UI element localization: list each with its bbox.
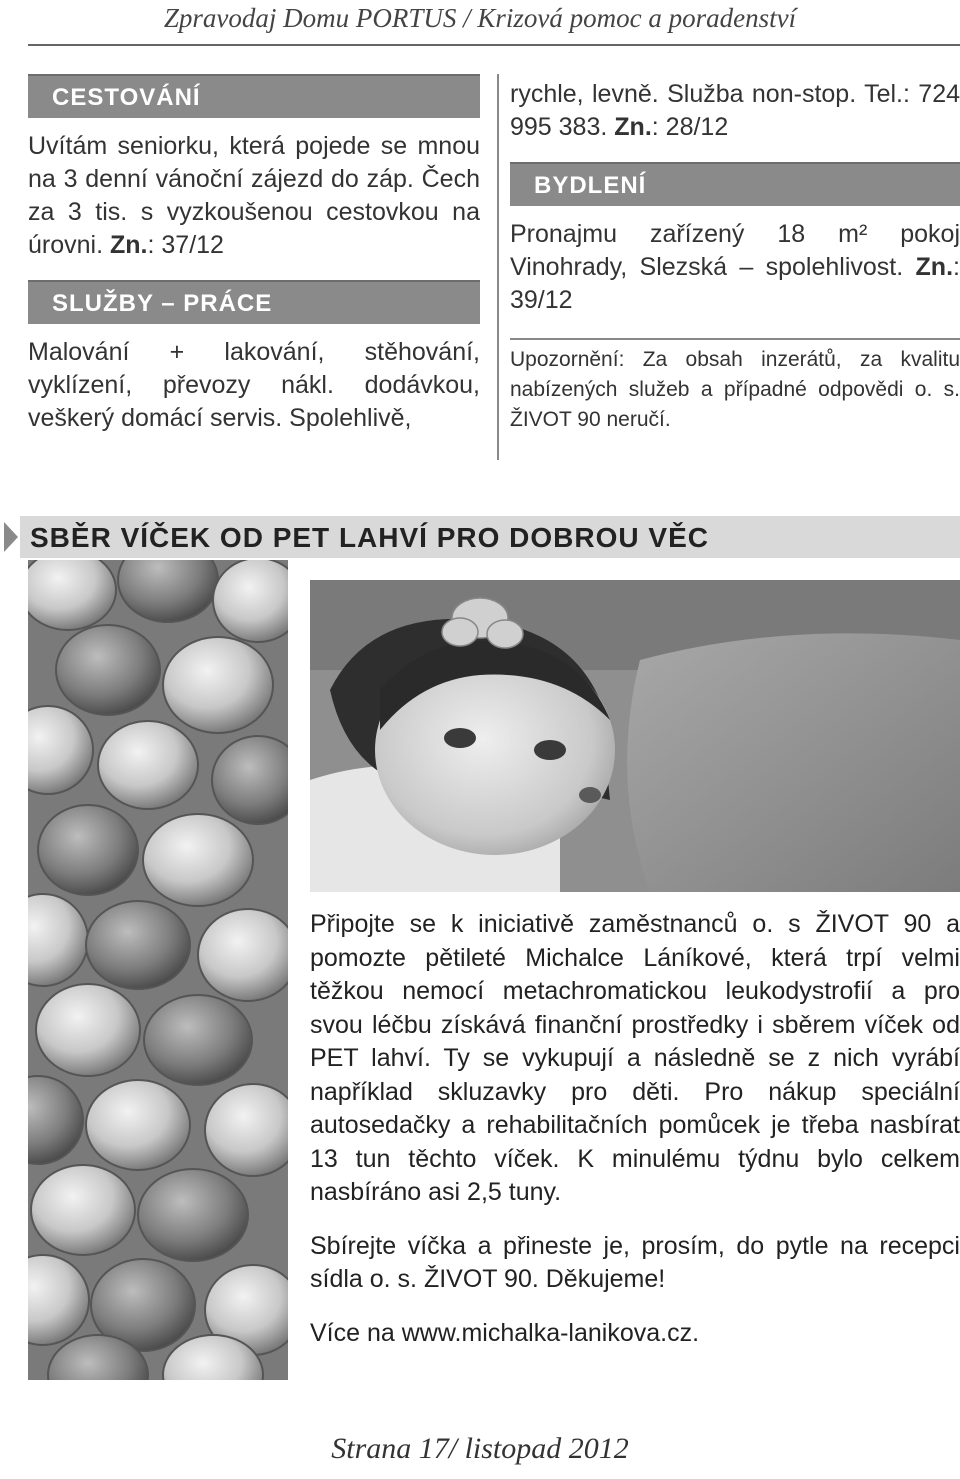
notice-divider <box>510 338 960 340</box>
article-paragraph: Připojte se k iniciativě zaměstnanců o. s ŽIVOT 90 a pomozte pětileté Michalce Láníkové, která trpí velmi těžkou nemocí metachromatickou leukodystrofií a pro svou léčbu získává finanční prostředky i sběrem víček od PET lahví. Ty se vykupují a následně se z nich vyrábí například skluzavky pro děti. Pro nákup speciální autosedačky a rehabilitačních pomůcek je třeba nasbírat 13 tun těchto víček. K minulému týdnu bylo celkem nasbíráno asi 2,5 tuny. <box>310 910 960 1206</box>
ad-code-value: : 37/12 <box>147 231 224 259</box>
newsletter-title: Zpravodaj Domu PORTUS / Krizová pomoc a poradenství <box>163 3 797 33</box>
ad-cestovani <box>28 130 480 262</box>
article-link-paragraph[interactable]: Více na www.michalka-lanikova.cz. <box>310 1318 700 1347</box>
header-divider <box>28 44 960 46</box>
bottle-caps-photo <box>28 560 288 1380</box>
ads-right-column <box>510 74 960 453</box>
article-title: SBĚR VÍČEK OD PET LAHVÍ PRO DOBROU VĚC <box>30 522 709 553</box>
ad-code-label: Zn. <box>915 253 954 281</box>
article-heading-bar <box>0 516 960 558</box>
disclaimer-notice: Upozornění: Za obsah inzerátů, za kvalitu nabízených služeb a případné odpovědi o. s. ŽIVOT 90 neručí. <box>510 348 960 431</box>
ads-left-column <box>28 74 480 453</box>
section-heading-sluzby: SLUŽBY – PRÁCE <box>28 280 480 324</box>
ad-text: rychle, levně. Služba non-stop. Tel.: 724 995 383. <box>510 80 960 141</box>
ad-text: Pronajmu zařízený 18 m² pokoj Vinohrady, Slezská – spolehlivost. <box>510 220 960 281</box>
ad-bydleni <box>510 218 960 317</box>
ad-text: Uvítám seniorku, která pojede se mnou na 3 denní vánoční zájezd do záp. Čech za 3 tis. s vyzkoušenou cestovkou na úrovni. <box>28 132 480 259</box>
child-photo <box>310 580 960 892</box>
ad-sluzby: Malování + lakování, stěhování, vyklízení, převozy nákl. dodávkou, veškerý domácí servis. Spolehlivě, <box>28 338 480 432</box>
section-heading-cestovani: CESTOVÁNÍ <box>28 74 480 118</box>
ad-code-value: : 28/12 <box>651 113 729 141</box>
page-footer: Strana 17/ listopad 2012 <box>331 1432 629 1465</box>
article-body <box>310 908 960 1370</box>
ad-code-label: Zn. <box>614 113 652 141</box>
ad-sluzby-continued <box>510 78 960 144</box>
section-heading-bydleni: BYDLENÍ <box>510 162 960 206</box>
column-divider <box>497 74 499 460</box>
article-paragraph: Sbírejte víčka a přineste je, prosím, do pytle na recepci sídla o. s. ŽIVOT 90. Děkujeme! <box>310 1231 960 1293</box>
arrow-right-icon <box>0 516 20 558</box>
ad-code-value: : 39/12 <box>510 253 960 314</box>
ad-code-label: Zn. <box>110 231 148 259</box>
